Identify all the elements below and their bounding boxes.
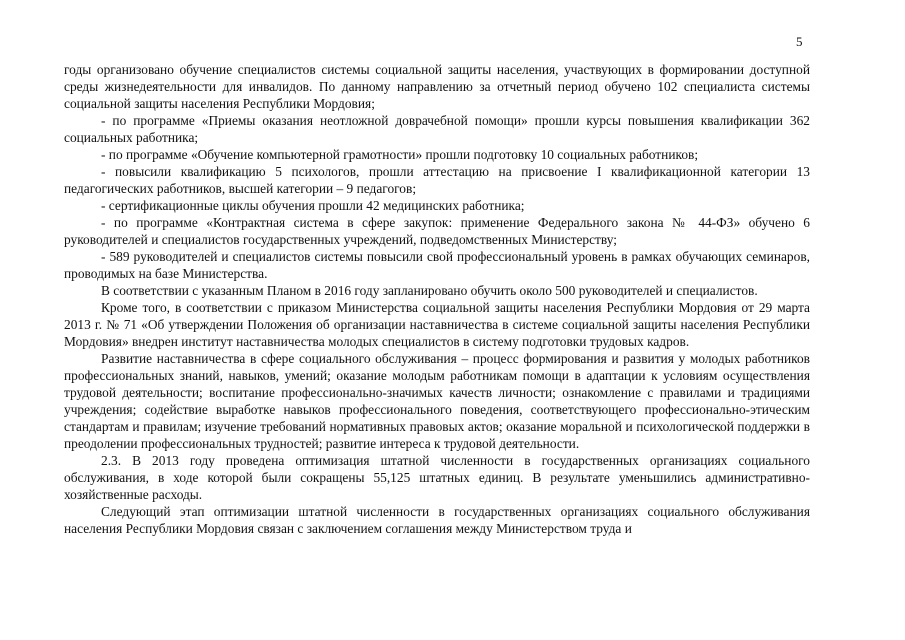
- paragraph-mentoring-order: Кроме того, в соответствии с приказом Министерства социальной защиты населения Республики Мордовия от 29 марта 2013 г. № 71 «Об утверждении Положения об организации наставничества в системе социальной защиты населения Республики Мордовия» внедрен институт наставничества молодых специалистов в систему подготовки трудовых кадров.: [64, 300, 810, 349]
- list-item-seminars: - 589 руководителей и специалистов системы повысили свой профессиональный уровень в рамках обучающих семинаров, проводимых на базе Министерства.: [64, 249, 810, 281]
- paragraph-next-stage: Следующий этап оптимизации штатной численности в государственных организациях социального обслуживания населения Республики Мордовия связан с заключением соглашения между Министерством труда и: [64, 504, 810, 536]
- list-item-contract-system: - по программе «Контрактная система в сфере закупок: применение Федерального закона № 44-ФЗ» обучено 6 руководителей и специалистов государственных учреждений, подведомственных Министерству;: [64, 215, 810, 247]
- document-body: [64, 61, 810, 537]
- paragraph-mentoring-development: Развитие наставничества в сфере социального обслуживания – процесс формирования и развития у молодых работников профессиональных знаний, навыков, умений; оказание молодым работникам помощи в адаптации к условиям осуществления трудовой деятельности; воспитание профессионально-значимых качеств личности; ознакомление с правилами и традициями учреждения; содействие выработке навыков профессионального поведения, соответствующего профессионально-этическим стандартам и правилам; изучение требований нормативных правовых актов; оказание моральной и психологической поддержки в преодолении профессиональных трудностей; развитие интереса к трудовой деятельности.: [64, 351, 810, 451]
- paragraph-staff-optimization: 2.3. В 2013 году проведена оптимизация штатной численности в государственных организациях социального обслуживания, в ходе которой были сокращены 55,125 штатных единиц. В результате уменьшились административно-хозяйственные расходы.: [64, 453, 810, 502]
- page-number: 5: [796, 34, 803, 49]
- list-item-medical-certification: - сертификационные циклы обучения прошли 42 медицинских работника;: [101, 198, 525, 213]
- list-item-computer-literacy: - по программе «Обучение компьютерной грамотности» прошли подготовку 10 социальных работников;: [101, 147, 699, 162]
- list-item-first-aid-course: - по программе «Приемы оказания неотложной доврачебной помощи» прошли курсы повышения квалификации 362 социальных работника;: [64, 113, 810, 145]
- paragraph-plan-2016: В соответствии с указанным Планом в 2016 году запланировано обучить около 500 руководителей и специалистов.: [101, 283, 758, 298]
- paragraph-intro: годы организовано обучение специалистов системы социальной защиты населения, участвующих в формировании доступной среды жизнедеятельности для инвалидов. По данному направлению за отчетный период обучено 102 специалиста системы социальной защиты населения Республики Мордовия;: [64, 62, 810, 111]
- list-item-psychologists-qualification: - повысили квалификацию 5 психологов, прошли аттестацию на присвоение I квалификационной категории 13 педагогических работников, высшей категории – 9 педагогов;: [64, 164, 810, 196]
